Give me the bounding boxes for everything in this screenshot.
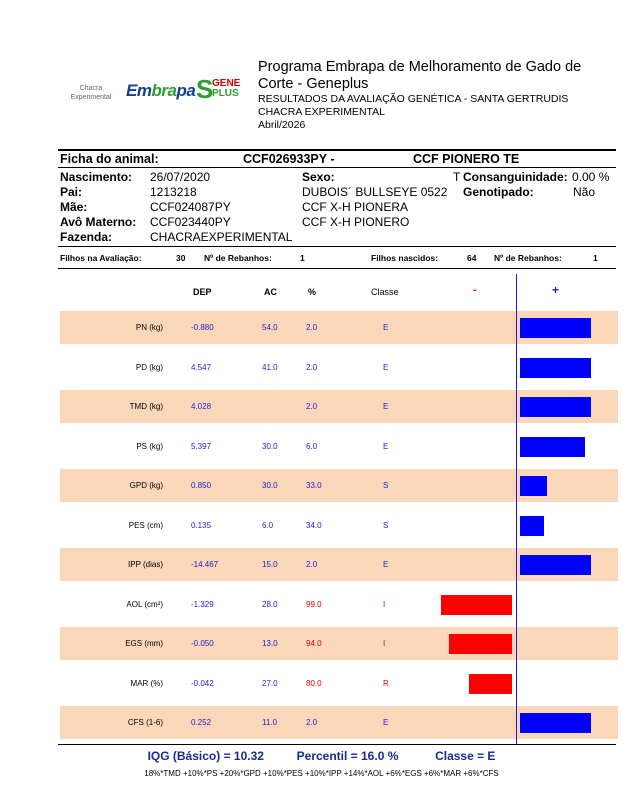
trait-label: MAR (%) [130,678,163,688]
pai-label: Pai: [60,185,83,199]
percent-value: 2.0 [306,560,318,569]
dep-value: -14.467 [191,560,219,569]
filhos-avaliacao-label: Filhos na Avaliação: [60,253,142,263]
report-date: Abril/2026 [258,119,306,131]
trait-label: CFS (1-6) [127,718,163,727]
trait-label: PD (kg) [135,362,163,372]
classe-value: S [383,520,389,530]
negative-dep-bar [449,634,512,654]
nascimento-label: Nascimento: [60,170,133,184]
iqg-formula: 18%*TMD +10%*PS +20%*GPD +10%*PES +10%*IPP +14%*AOL +6%*EGS +6%*MAR +6%*CFS [144,769,499,778]
positive-dep-bar [520,476,547,496]
zero-axis-line [516,274,517,744]
animal-name: CCF PIONERO TE [413,152,520,166]
pai-value: 1213218 [150,185,197,199]
classe-value: E [383,560,389,569]
dep-value: 5.397 [191,441,212,451]
avo-materno-value: CCF023440PY [150,215,231,229]
percent-column-header: % [308,287,317,297]
report-subtitle: RESULTADOS DA AVALIAÇÃO GENÉTICA - SANTA GERTRUDIS [258,93,569,105]
nascimento-value: 26/07/2020 [150,170,211,184]
trait-label: PES (cm) [128,520,163,530]
geneplus-logo [196,76,248,104]
classe-column-header: Classe [371,287,399,297]
geneplus-logo-gene: GENE [212,78,241,89]
dep-value: -1.329 [191,599,214,609]
pai-name: DUBOIS´ BULLSEYE 0522 [302,185,448,199]
classe-value: E [383,718,389,727]
ac-value: 13.0 [262,639,278,648]
classe-value: R [383,678,389,688]
ac-column-header: AC [264,287,277,297]
percent-value: 2.0 [306,323,318,332]
dep-column-header: DEP [193,287,212,297]
percent-value: 34.0 [306,520,322,530]
dep-value: 0.850 [191,481,212,490]
classe-value: I [383,599,386,609]
rebanhos-label-2: Nº de Rebanhos: [494,253,562,263]
percent-value: 2.0 [306,402,318,411]
dep-value: 4.547 [191,362,212,372]
ac-value: 54.0 [262,323,278,332]
ac-value: 15.0 [262,560,278,569]
rebanhos-value-1: 1 [300,253,305,263]
dep-value: -0.042 [191,678,214,688]
classe-value: E [383,441,389,451]
positive-dep-bar [520,358,591,378]
ac-value: 27.0 [262,678,278,688]
percent-value: 80.0 [306,678,322,688]
dep-value: -0.050 [191,639,214,648]
geneplus-logo-plus: PLUS [212,88,239,99]
iqg-value: IQG (Básico) = 10.32 [147,749,264,763]
avo-materno-name: CCF X-H PIONERO [302,215,410,229]
trait-label: PS (kg) [136,441,163,451]
classe-value: I [383,639,386,648]
embrapa-logo-part1: Em [126,81,152,100]
details-rule [58,246,616,247]
embrapa-logo-part2: bra [151,81,177,100]
consanguinidade-value: 0.00 % [572,170,610,184]
trait-label: TMD (kg) [129,402,163,411]
mae-label: Mãe: [60,200,88,214]
filhos-nascidos-label: Filhos nascidos: [371,253,439,263]
trait-label: EGS (mm) [125,639,163,648]
chacra-logo-line1: Chacra [79,85,103,92]
dep-value: 0.252 [191,718,212,727]
percent-value: 99.0 [306,599,322,609]
sexo-label: Sexo: [302,170,335,184]
ac-value: 41.0 [262,362,278,372]
positive-dep-bar [520,437,585,457]
dep-value: 4.028 [191,402,212,411]
classe-value: E [383,362,389,372]
report-title-line1: Programa Embrapa de Melhoramento de Gado de [258,59,582,75]
filhos-avaliacao-value: 30 [176,253,186,263]
trait-label: AOL (cm²) [126,599,163,609]
percent-value: 33.0 [306,481,322,490]
iqg-summary [0,749,643,763]
negative-dep-bar [441,595,512,615]
genotipado-label: Genotipado: [463,185,534,199]
filhos-nascidos-value: 64 [467,253,477,263]
sexo-value: T [453,170,461,184]
fazenda-value: CHACRAEXPERIMENTAL [150,230,293,244]
ficha-label: Ficha do animal: [60,152,159,166]
report-farm: CHACRA EXPERIMENTAL [258,106,385,118]
ac-value: 6.0 [262,520,274,530]
top-rule [58,149,616,151]
positive-dep-bar [520,555,591,575]
table-row [60,588,618,621]
trait-label: IPP (dias) [128,560,163,569]
summary-rule [58,268,616,269]
chacra-logo-line2: Experimental [70,94,112,101]
chacra-experimental-logo [68,84,114,102]
ac-value: 11.0 [262,718,277,727]
negative-dep-bar [469,674,512,694]
percentil-value: Percentil = 16.0 % [296,749,399,763]
ac-value: 30.0 [262,481,278,490]
positive-dep-bar [520,318,591,338]
ac-value: 28.0 [262,599,278,609]
classe-value: Classe = E [435,749,496,763]
fazenda-label: Fazenda: [60,230,113,244]
table-row [60,627,618,660]
genotipado-value: Não [573,185,596,199]
rebanhos-value-2: 1 [593,253,598,263]
positive-dep-bar [520,713,591,733]
dep-value: 0.135 [191,520,212,530]
percent-value: 2.0 [306,362,318,372]
trait-label: GPD (kg) [129,481,163,490]
table-row [60,667,618,700]
positive-dep-bar [520,516,544,536]
mae-value: CCF024087PY [150,200,231,214]
classe-value: E [383,402,389,411]
negative-column-header: - [473,284,477,296]
avo-materno-label: Avô Materno: [60,215,137,229]
embrapa-logo-part3: pa [176,81,196,100]
trait-label: PN (kg) [135,323,163,332]
ficha-rule [58,167,616,168]
dep-value: -0.880 [191,323,214,332]
rebanhos-label-1: Nº de Rebanhos: [204,253,272,263]
report-title [258,59,598,93]
report-title-line2: Corte - Geneplus [258,76,369,92]
positive-column-header: + [552,283,560,297]
classe-value: E [383,323,389,332]
classe-value: S [383,481,389,490]
ac-value: 30.0 [262,441,278,451]
percent-value: 6.0 [306,441,318,451]
animal-code: CCF026933PY - [243,152,335,166]
percent-value: 94.0 [306,639,322,648]
mae-name: CCF X-H PIONERA [302,200,409,214]
footer-rule [58,744,616,745]
embrapa-logo [126,81,195,101]
geneplus-logo-s: S [196,74,214,104]
consanguinidade-label: Consanguinidade: [463,170,568,184]
positive-dep-bar [520,397,591,417]
percent-value: 2.0 [306,718,318,727]
